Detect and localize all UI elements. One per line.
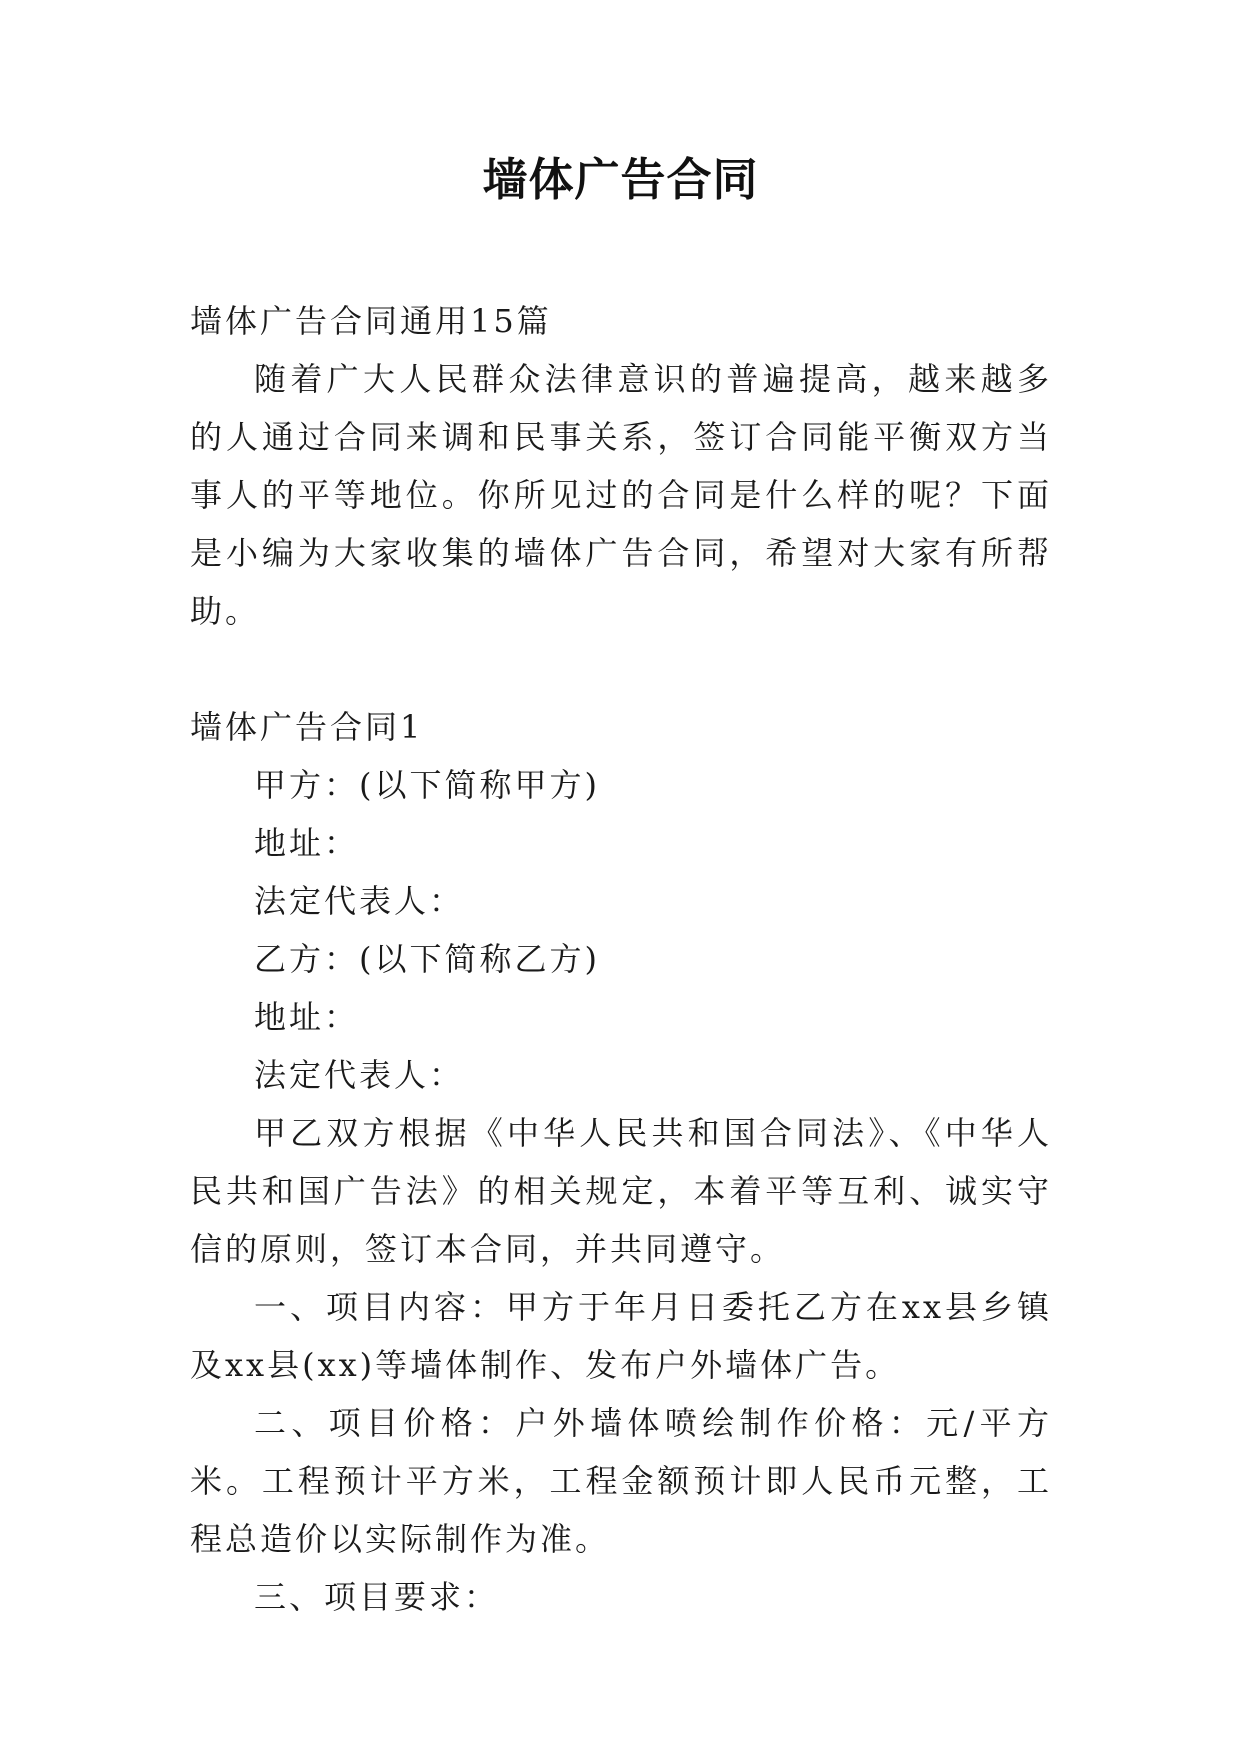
party-b-line: 乙方：(以下简称乙方) <box>254 940 600 978</box>
agreement-paragraph: 甲乙双方根据《中华人民共和国合同法》、《中华人民共和国广告法》的相关规定，本着平等互利、诚实守信的原则，签订本合同，并共同遵守。 <box>190 1114 1052 1268</box>
section-heading: 墙体广告合同1 <box>190 708 424 746</box>
party-b-representative: 法定代表人： <box>254 1056 465 1094</box>
clause-1: 一、项目内容：甲方于年月日委托乙方在xx县乡镇及xx县(xx)等墙体制作、发布户外墙体广告。 <box>190 1288 1052 1384</box>
paragraph-gap <box>190 640 1052 698</box>
clause-3: 三、项目要求： <box>254 1578 500 1616</box>
document-body <box>190 292 1052 1626</box>
party-b-address: 地址： <box>254 998 360 1036</box>
party-a-address: 地址： <box>254 824 360 862</box>
party-a-line: 甲方：(以下简称甲方) <box>254 766 600 804</box>
document-title: 墙体广告合同 <box>482 153 759 206</box>
document-subtitle: 墙体广告合同通用15篇 <box>190 302 552 340</box>
clause-2: 二、项目价格：户外墙体喷绘制作价格：元/平方米。工程预计平方米，工程金额预计即人民币元整，工程总造价以实际制作为准。 <box>190 1404 1052 1558</box>
intro-paragraph: 随着广大人民群众法律意识的普遍提高，越来越多的人通过合同来调和民事关系，签订合同能平衡双方当事人的平等地位。你所见过的合同是什么样的呢？下面是小编为大家收集的墙体广告合同，希望对大家有所帮助。 <box>190 360 1052 630</box>
party-a-representative: 法定代表人： <box>254 882 465 920</box>
